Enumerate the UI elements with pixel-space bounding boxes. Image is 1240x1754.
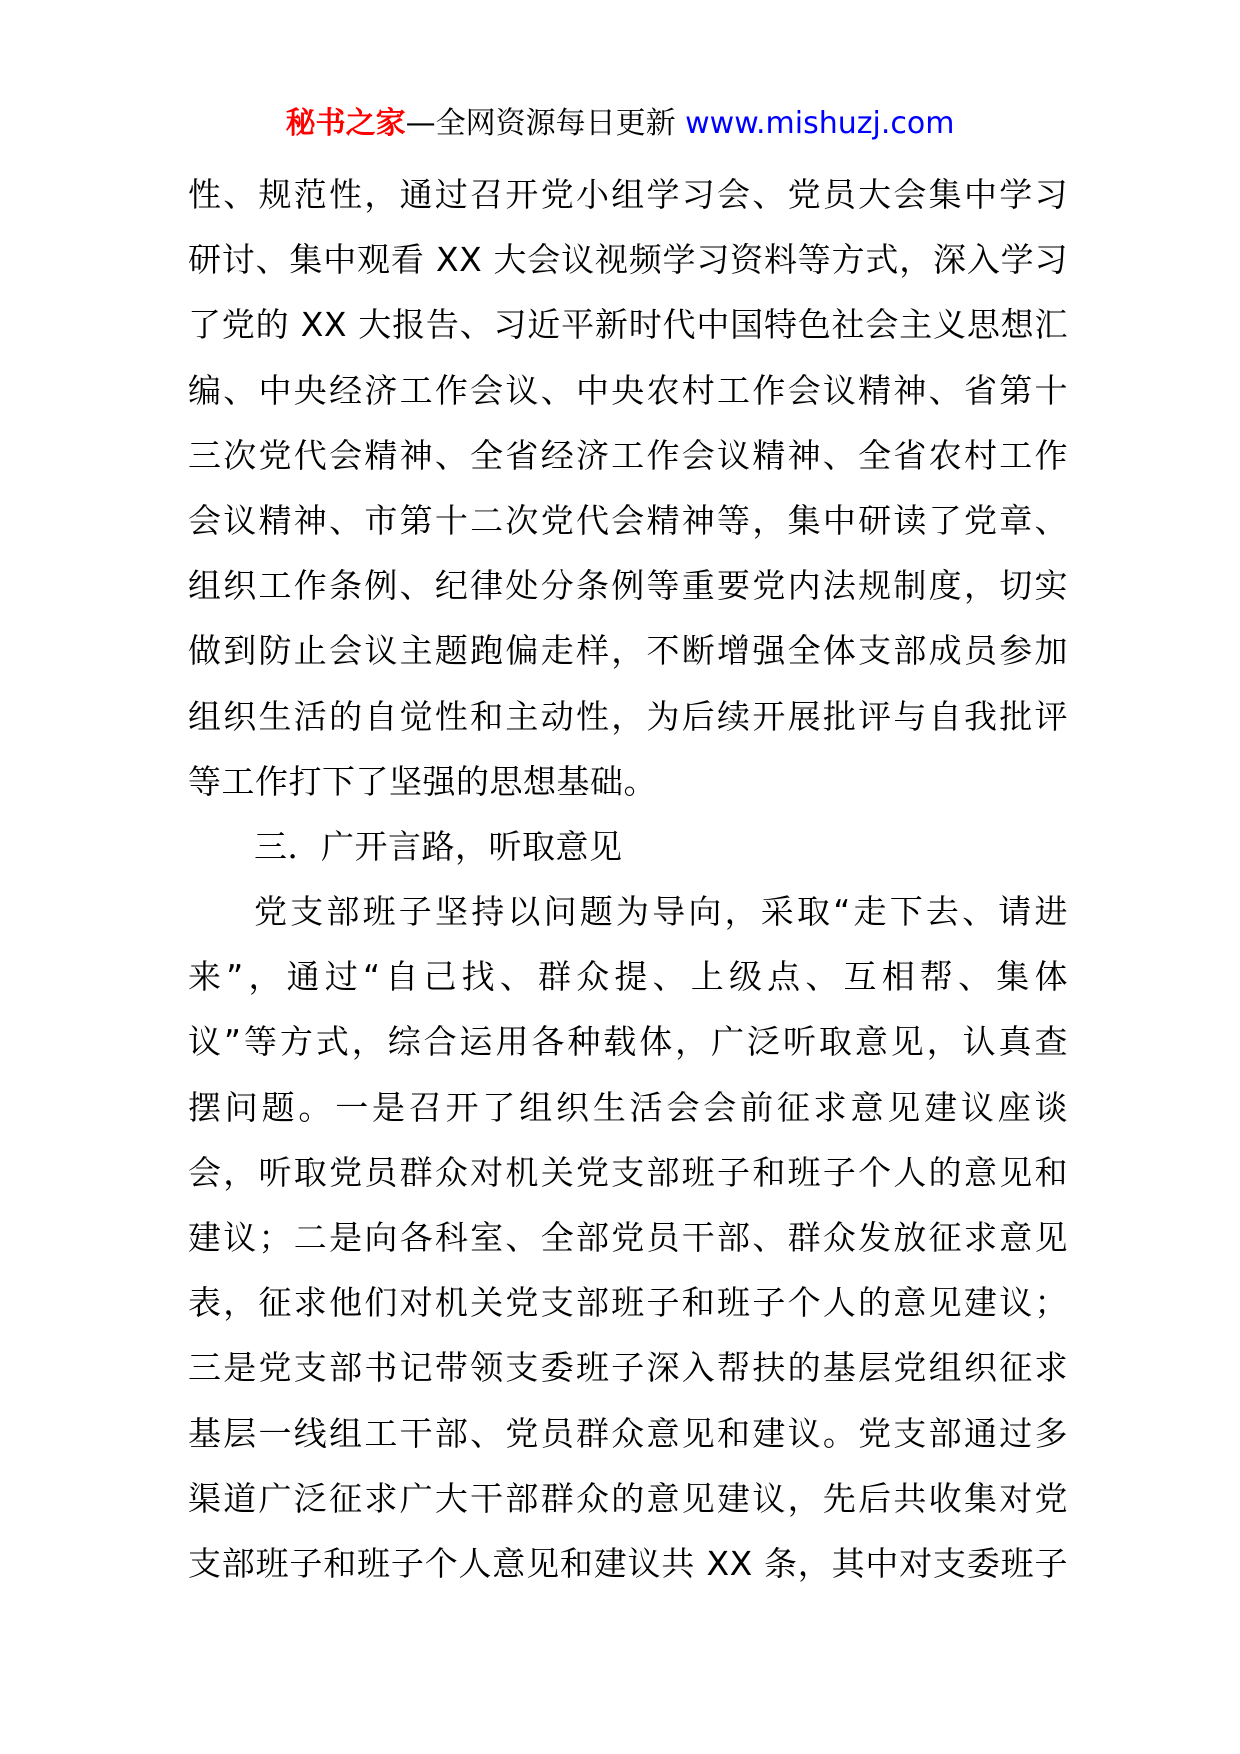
- text-line: 等工作打下了坚强的思想基础。: [188, 761, 657, 801]
- text-line: 摆问题。一是召开了组织生活会会前征求意见建议座谈: [188, 1087, 1068, 1127]
- text-line: 会议精神、市第十二次党代会精神等，集中研读了党章、: [188, 500, 1068, 540]
- section-heading: 三．广开言路，听取意见: [254, 826, 623, 866]
- document-body: [188, 162, 1068, 1596]
- text-line: 支部班子和班子个人意见和建议共 XX 条，其中对支委班子: [188, 1543, 1068, 1583]
- text-line: 三是党支部书记带领支委班子深入帮扶的基层党组织征求: [188, 1348, 1068, 1388]
- header-slogan: —全网资源每日更新: [405, 106, 686, 141]
- text-line: 表，征求他们对机关党支部班子和班子个人的意见建议；: [188, 1283, 1068, 1323]
- text-line: 党支部班子坚持以问题为导向，采取“走下去、请进: [254, 892, 1068, 932]
- text-line: 来”，通过“自己找、群众提、上级点、互相帮、集体: [188, 957, 1068, 997]
- text-line: 组织工作条例、纪律处分条例等重要党内法规制度，切实: [188, 566, 1068, 606]
- text-line: 会，听取党员群众对机关党支部班子和班子个人的意见和: [188, 1152, 1068, 1192]
- text-line: 研讨、集中观看 XX 大会议视频学习资料等方式，深入学习: [188, 240, 1068, 280]
- site-header: [0, 100, 1240, 148]
- text-line: 三次党代会精神、全省经济工作会议精神、全省农村工作: [188, 435, 1068, 475]
- brand-name: 秘书之家: [285, 106, 406, 141]
- text-line: 组织生活的自觉性和主动性，为后续开展批评与自我批评: [188, 696, 1068, 736]
- text-line: 议”等方式，综合运用各种载体，广泛听取意见，认真查: [188, 1022, 1068, 1062]
- text-line: 基层一线组工干部、党员群众意见和建议。党支部通过多: [188, 1413, 1068, 1453]
- text-line: 建议；二是向各科室、全部党员干部、群众发放征求意见: [188, 1218, 1068, 1257]
- text-line: 渠道广泛征求广大干部群众的意见建议，先后共收集对党: [188, 1478, 1068, 1518]
- site-url-link[interactable]: www.mishuzj.com: [685, 106, 955, 141]
- text-line: 性、规范性，通过召开党小组学习会、党员大会集中学习: [188, 175, 1068, 214]
- text-line: 编、中央经济工作会议、中央农村工作会议精神、省第十: [188, 370, 1068, 410]
- text-line: 了党的 XX 大报告、习近平新时代中国特色社会主义思想汇: [188, 305, 1068, 345]
- text-line: 做到防止会议主题跑偏走样，不断增强全体支部成员参加: [188, 631, 1068, 671]
